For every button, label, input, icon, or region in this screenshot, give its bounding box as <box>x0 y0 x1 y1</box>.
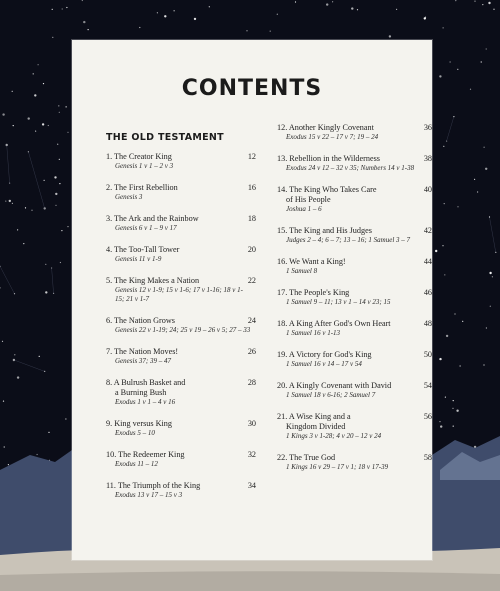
toc-entry-page: 40 <box>423 185 432 194</box>
toc-entry-page: 22 <box>247 276 256 285</box>
contents-column-right <box>277 123 432 472</box>
toc-entry-page: 42 <box>423 226 432 235</box>
toc-entry <box>277 226 432 245</box>
toc-entry-title: 6. The Nation Grows <box>106 316 175 325</box>
toc-entry-page: 56 <box>423 412 432 421</box>
toc-entry-title: 7. The Nation Moves! <box>106 347 179 356</box>
toc-entry-title: 19. A Victory for God's King <box>277 350 372 359</box>
toc-entry-reference: 1 Samuel 16 v 1-13 <box>286 329 341 337</box>
toc-entry <box>277 185 432 214</box>
toc-entry-reference: Genesis 11 v 1-9 <box>115 255 162 263</box>
toc-entry-page: 50 <box>423 350 432 359</box>
toc-entry-title: 5. The King Makes a Nation <box>106 276 200 285</box>
toc-entry-page: 18 <box>247 214 256 223</box>
toc-entry-title: 21. A Wise King and a <box>277 412 351 421</box>
toc-entry <box>277 453 432 472</box>
toc-entry-page: 38 <box>423 154 432 163</box>
toc-entry-reference: Genesis 22 v 1-19; 24; 25 v 19 – 26 v 5; 27 – 33 <box>115 326 251 334</box>
toc-entry-reference: Exodus 1 v 1 – 4 v 16 <box>115 398 176 406</box>
toc-entry-title: 15. The King and His Judges <box>277 226 372 235</box>
toc-entry-page: 30 <box>247 419 256 428</box>
toc-entry-title: 22. The True God <box>277 453 336 462</box>
toc-entry-reference: Exodus 5 – 10 <box>115 429 155 437</box>
toc-entry-title: 2. The First Rebellion <box>106 183 178 192</box>
toc-entry <box>106 378 256 407</box>
toc-entry-reference: Joshua 1 – 6 <box>286 205 322 213</box>
toc-entry-reference: Genesis 6 v 1 – 9 v 17 <box>115 224 177 232</box>
toc-entry <box>277 123 432 142</box>
toc-entry-title: 10. The Redeemer King <box>106 450 185 459</box>
toc-entry-title: 13. Rebellion in the Wilderness <box>277 154 380 163</box>
toc-entry-reference: Judges 2 – 4; 6 – 7; 13 – 16; 1 Samuel 3 – 7 <box>286 236 411 244</box>
toc-entry-page: 54 <box>423 381 432 390</box>
toc-entry-title: 12. Another Kingly Covenant <box>277 123 374 132</box>
toc-entry-page: 16 <box>247 183 256 192</box>
toc-entry-reference: Exodus 15 v 22 – 17 v 7; 19 – 24 <box>286 133 379 141</box>
toc-entry-page: 36 <box>423 123 432 132</box>
toc-entry <box>106 450 256 469</box>
toc-entry-page: 26 <box>247 347 256 356</box>
contents-column-left <box>106 132 256 500</box>
toc-entry-title: 20. A Kingly Covenant with David <box>277 381 392 390</box>
toc-entry-title: 9. King versus King <box>106 419 172 428</box>
toc-entry-page: 24 <box>247 316 256 325</box>
toc-entry-reference: Genesis 3 <box>115 193 143 201</box>
toc-entry-title: 11. The Triumph of the King <box>106 481 201 490</box>
toc-entry-reference: 1 Samuel 16 v 14 – 17 v 54 <box>286 360 362 368</box>
toc-entry-title-cont: Kingdom Divided <box>286 422 346 431</box>
toc-entry <box>277 350 432 369</box>
toc-entry <box>277 257 432 276</box>
toc-entry-page: 20 <box>247 245 256 254</box>
toc-entry <box>106 245 256 264</box>
toc-entry-title-cont: of His People <box>286 195 331 204</box>
toc-entry-title-cont: a Burning Bush <box>115 388 167 397</box>
toc-entry <box>277 381 432 400</box>
toc-entry-reference: Exodus 13 v 17 – 15 v 3 <box>115 491 183 499</box>
toc-entry <box>277 319 432 338</box>
toc-entry-page: 44 <box>423 257 432 266</box>
toc-entry-title: 1. The Creator King <box>106 152 172 161</box>
toc-entry-page: 34 <box>247 481 256 490</box>
toc-entry-title: 17. The People's King <box>277 288 350 297</box>
contents-page <box>72 40 432 560</box>
toc-entry-title: 4. The Too-Tall Tower <box>106 245 180 254</box>
toc-entry-reference: Exodus 24 v 12 – 32 v 35; Numbers 14 v 1-38 <box>286 164 415 172</box>
toc-entry <box>106 347 256 366</box>
toc-entry <box>106 316 256 335</box>
toc-entry <box>106 183 256 202</box>
toc-entry <box>277 288 432 307</box>
toc-entry-title: 18. A King After God's Own Heart <box>277 319 391 328</box>
toc-entry-reference: Genesis 1 v 1 – 2 v 3 <box>115 162 174 170</box>
ground-shadow <box>0 571 500 591</box>
toc-entry-page: 32 <box>247 450 256 459</box>
toc-entry-title: 16. We Want a King! <box>277 257 346 266</box>
toc-entry <box>106 481 256 500</box>
toc-entry-reference: 1 Kings 3 v 1-28; 4 v 20 – 12 v 24 <box>286 432 382 440</box>
toc-entry <box>106 152 256 171</box>
toc-entry-title: 8. A Bulrush Basket and <box>106 378 186 387</box>
toc-entry-reference: Genesis 12 v 1-9; 15 v 1-6; 17 v 1-16; 18 v 1-15; 21 v 1-7 <box>115 286 243 303</box>
toc-entry-page: 46 <box>423 288 432 297</box>
toc-entry-reference: 1 Samuel 9 – 11; 13 v 1 – 14 v 23; 15 <box>286 298 391 306</box>
toc-entry <box>106 214 256 233</box>
toc-entry-reference: 1 Samuel 18 v 6-16; 2 Samuel 7 <box>286 391 376 399</box>
toc-entry <box>106 419 256 438</box>
toc-entry-reference: Exodus 11 – 12 <box>115 460 158 468</box>
page-title: CONTENTS <box>181 76 323 101</box>
toc-entry-reference: 1 Samuel 8 <box>286 267 318 275</box>
toc-entry-reference: Genesis 37; 39 – 47 <box>115 357 171 365</box>
toc-entry-title: 14. The King Who Takes Care <box>277 185 377 194</box>
toc-entry <box>277 154 432 173</box>
toc-entry-page: 48 <box>423 319 432 328</box>
toc-entry <box>277 412 432 441</box>
toc-entry-page: 28 <box>247 378 256 387</box>
toc-entry-page: 58 <box>423 453 432 462</box>
toc-entry <box>106 276 256 304</box>
toc-entry-title: 3. The Ark and the Rainbow <box>106 214 199 223</box>
toc-entry-page: 12 <box>247 152 256 161</box>
toc-entry-reference: 1 Kings 16 v 29 – 17 v 1; 18 v 17-39 <box>286 463 389 471</box>
section-heading: THE OLD TESTAMENT <box>106 132 224 143</box>
